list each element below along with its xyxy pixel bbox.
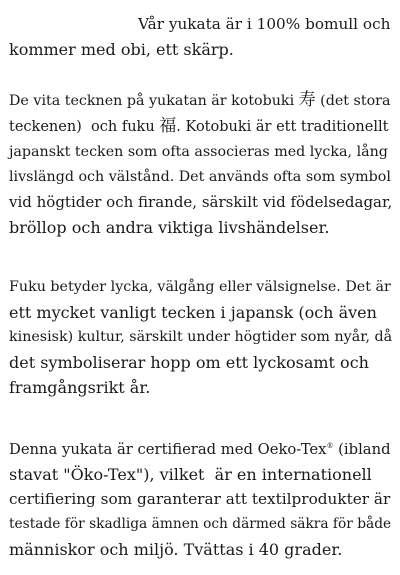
kotobuki-kanji: 寿	[298, 90, 316, 110]
registered-mark: ®	[326, 442, 334, 451]
text-line: japanskt tecken som ofta associeras med lycka, lång	[9, 144, 388, 160]
text-segment: Denna yukata är certifierad med Oeko-Tex	[9, 441, 327, 458]
text-line	[9, 88, 393, 114]
text-line: vid högtider och firande, särskilt vid födelsedagar,	[9, 193, 393, 211]
text-line	[9, 437, 393, 462]
text-segment: . Kotobuki är ett traditionellt	[176, 119, 389, 135]
text-line: framgångsrikt år.	[9, 378, 151, 397]
text-segment: teckenen) och fuku	[9, 119, 160, 135]
text-line: kinesisk) kultur, särskilt under högtider som nyår, då	[9, 329, 393, 345]
text-line: ett mycket vanligt tecken i japansk (och även	[9, 303, 377, 322]
text-line: Fuku betyder lycka, välgång eller välsignelse. Det är	[9, 279, 391, 295]
certification-paragraph	[9, 437, 393, 562]
text-line: kommer med obi, ett skärp.	[9, 40, 234, 59]
text-segment: (ibland	[333, 441, 391, 458]
text-line: Vår yukata är i 100% bomull och	[138, 15, 391, 33]
text-line	[9, 114, 393, 140]
text-line: testade för skadliga ämnen och därmed säkra för både	[9, 516, 392, 532]
fuku-kanji: 福	[159, 116, 177, 136]
text-line: bröllop och andra viktiga livshändelser.	[9, 218, 330, 237]
text-line: stavat "Öko-Tex"), vilket är en internationell	[9, 465, 372, 484]
text-segment: De vita tecknen på yukatan är kotobuki	[9, 93, 299, 109]
text-line: certifiering som garanterar att textilprodukter är	[9, 490, 391, 508]
fuku-paragraph	[9, 275, 393, 400]
text-line: det symboliserar hopp om ett lyckosamt och	[9, 353, 369, 372]
intro-paragraph	[9, 12, 393, 62]
text-line: livslängd och välstånd. Det används ofta som symbol	[9, 169, 391, 185]
text-segment: (det stora	[315, 93, 391, 109]
characters-paragraph	[9, 88, 393, 240]
text-line: människor och miljö. Tvättas i 40 grader.	[9, 540, 343, 559]
